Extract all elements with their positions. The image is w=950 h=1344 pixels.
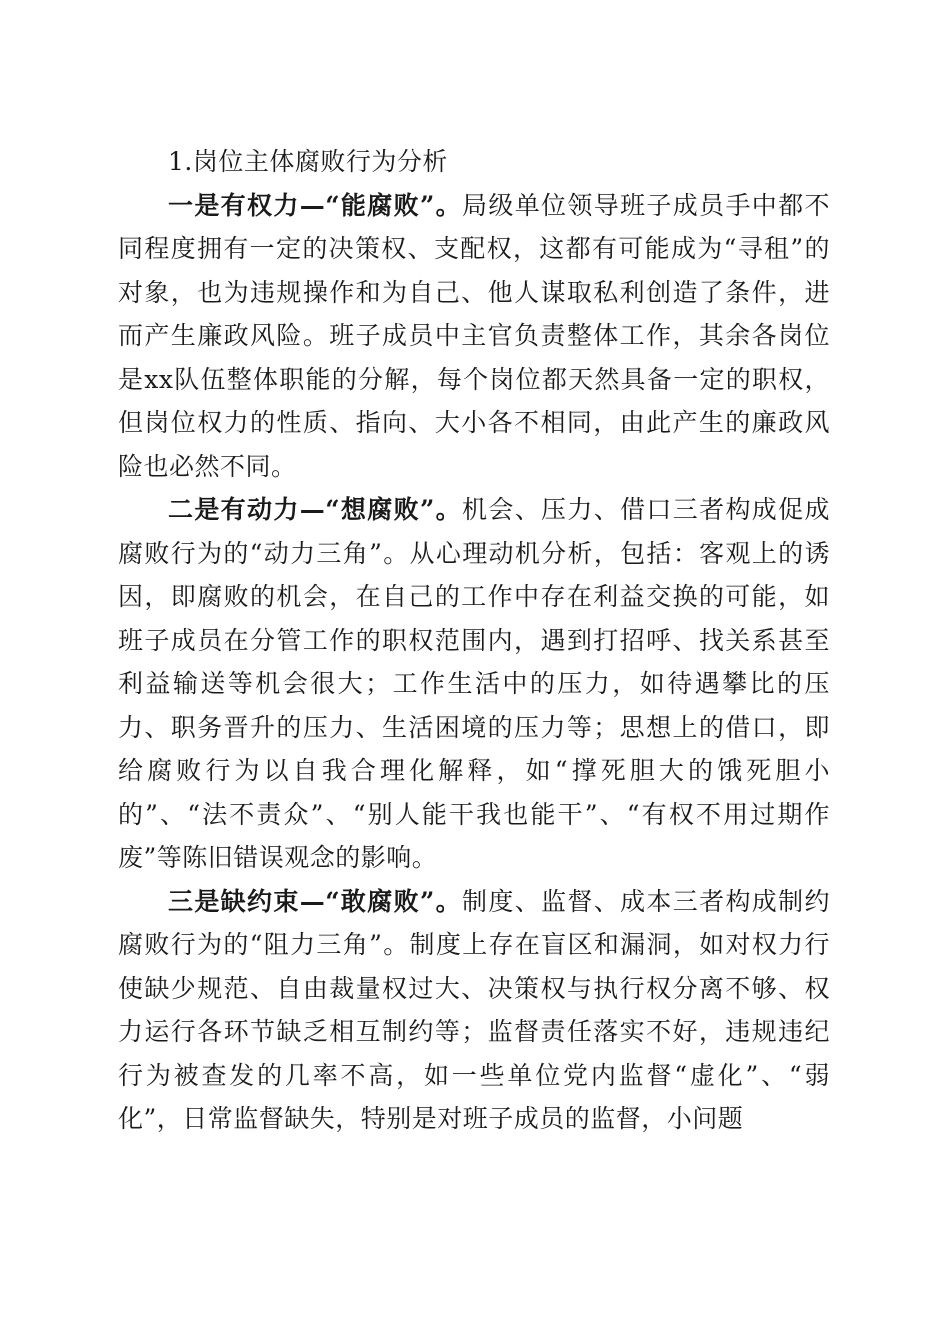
paragraph-power bbox=[118, 184, 830, 489]
paragraph-text: 机会、压力、借口三者构成促成腐败行为的“动力三角”。从心理动机分析，包括：客观上的诱因，即腐败的机会，在自己的工作中存在利益交换的可能，如班子成员在分管工作的职权范围内，遇到打招呼、找关系甚至利益输送等机会很大；工作生活中的压力，如待遇攀比的压力、职务晋升的压力、生活困境的压力等；思想上的借口，即给腐败行为以自我合理化解释，如“撑死胆大的饿死胆小的”、“法不责众”、“别人能干我也能干”、“有权不用过期作废”等陈旧错误观念的影响。 bbox=[118, 495, 830, 872]
document-body bbox=[118, 140, 830, 1141]
section-title: 1.岗位主体腐败行为分析 bbox=[168, 147, 448, 176]
paragraph-text: 局级单位领导班子成员手中都不同程度拥有一定的决策权、支配权，这都有可能成为“寻租”的对象，也为违规操作和为自己、他人谋取私利创造了条件，进而产生廉政风险。班子成员中主官负责整体工作，其余各岗位是xx队伍整体职能的分解，每个岗位都天然具备一定的职权，但岗位权力的性质、指向、大小各不相同，由此产生的廉政风险也必然不同。 bbox=[118, 190, 830, 481]
paragraph-motive bbox=[118, 488, 830, 880]
paragraph-constraint bbox=[118, 880, 830, 1141]
paragraph-lead: 三是缺约束—“敢腐败”。 bbox=[168, 886, 463, 916]
paragraph-lead: 二是有动力—“想腐败”。 bbox=[168, 495, 463, 524]
paragraph-text: 制度、监督、成本三者构成制约腐败行为的“阻力三角”。制度上存在盲区和漏洞，如对权力行使缺少规范、自由裁量权过大、决策权与执行权分离不够、权力运行各环节缺乏相互制约等；监督责任落实不好，违规违纪行为被查发的几率不高，如一些单位党内监督“虚化”、“弱化”，日常监督缺失，特别是对班子成员的监督，小问题 bbox=[118, 886, 830, 1133]
paragraph-lead: 一是有权力—“能腐败”。 bbox=[168, 190, 463, 220]
